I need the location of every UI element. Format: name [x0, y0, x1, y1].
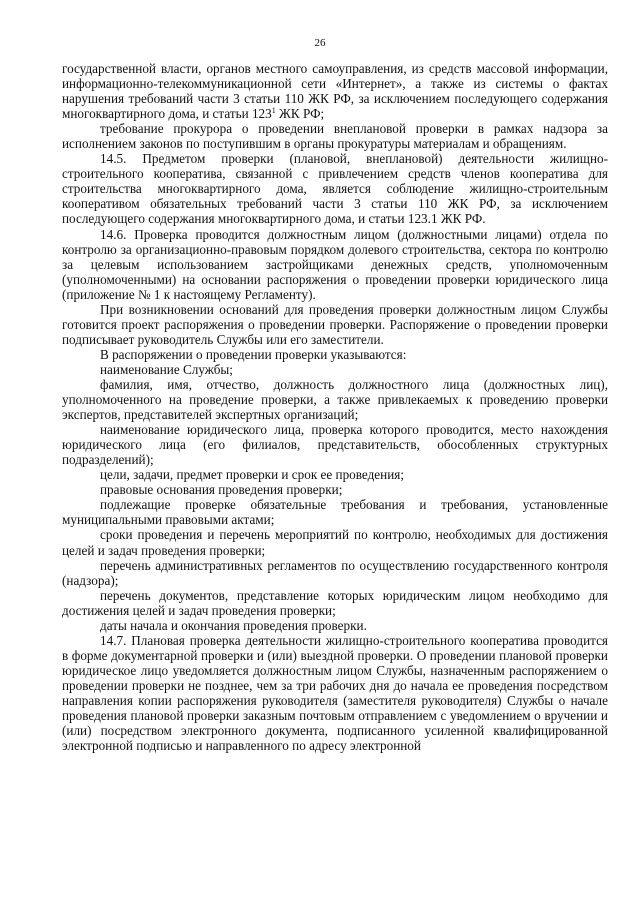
list-item: даты начала и окончания проведения проверки.	[100, 617, 367, 633]
paragraph-tail: ЖК РФ;	[275, 106, 325, 122]
list-item: цели, задачи, предмет проверки и срок ее проведения;	[100, 467, 405, 483]
paragraph: В распоряжении о проведении проверки указываются:	[100, 346, 407, 362]
paragraph-14-5: 14.5. Предметом проверки (плановой, внеплановой) деятельности жилищно-строительного кооператива, связанной с привлечением средств членов кооператива для строительства многоквартирного дома, является соблюдение жилищно-строительным кооперативом обязательных требований части 3 статьи 110 ЖК РФ, за исключением последующего содержания многоквартирного дома, и статьи 123.1 ЖК РФ.	[62, 151, 608, 227]
paragraph: требование прокурора о проведении внеплановой проверки в рамках надзора за исполнением законов по поступившим в органы прокуратуры материалам и обращениям.	[62, 121, 608, 152]
list-item: наименование юридического лица, проверка которого проводится, место нахождения юридического лица (его филиалов, представительств, обособленных структурных подразделений);	[62, 422, 608, 468]
page-number: 26	[314, 37, 326, 49]
paragraph-continuation	[62, 61, 608, 121]
list-item: сроки проведения и перечень мероприятий по контролю, необходимых для достижения целей и задач проведения проверки;	[62, 527, 608, 558]
paragraph-14-6: 14.6. Проверка проводится должностным лицом (должностными лицами) отдела по контролю за организационно-правовым порядком долевого строительства, сектора по контролю за целевым использованием застройщиками денежных средств, уполномоченным (уполномоченными) на основании распоряжения о проведении проверки юридического лица (приложение № 1 к настоящему Регламенту).	[62, 226, 608, 302]
superscript-marker: 1	[271, 106, 276, 116]
list-item: правовые основания проведения проверки;	[100, 482, 343, 498]
list-item: перечень административных регламентов по осуществлению государственного контроля (надзора);	[62, 557, 608, 588]
list-item: подлежащие проверке обязательные требования и требования, установленные муниципальными правовыми актами;	[62, 497, 608, 528]
document-body	[62, 61, 608, 753]
list-item: перечень документов, представление которых юридическим лицом необходимо для достижения целей и задач проведения проверки;	[62, 587, 608, 618]
paragraph: При возникновении оснований для проведения проверки должностным лицом Службы готовится проект распоряжения о проведении проверки. Распоряжение о проведении проверки подписывает руководитель Службы или его заместители.	[62, 301, 608, 347]
list-item: наименование Службы;	[100, 361, 233, 377]
paragraph-text: государственной власти, органов местного самоуправления, из средств массовой информации, информационно-телекоммуникационной сети «Интернет», а также из системы о фактах нарушения требований части 3 статьи 110 ЖК РФ, за исключением последующего содержания многоквартирного дома, и статьи 123	[62, 61, 608, 122]
paragraph-14-7: 14.7. Плановая проверка деятельности жилищно-строительного кооператива проводится в форме документарной проверки и (или) выездной проверки. О проведении плановой проверки юридическое лицо уведомляется должностным лицом Службы, назначенным распоряжением о проведении проверки не позднее, чем за три рабочих дня до начала ее проведения посредством направления копии распоряжения руководителя (заместителя руководителя) Службы о начале проведения плановой проверки заказным почтовым отправлением с уведомлением о вручении и (или) посредством электронного документа, подписанного усиленной квалифицированной электронной подписью и направленного по адресу электронной	[62, 632, 608, 754]
list-item: фамилия, имя, отчество, должность должностного лица (должностных лиц), уполномоченного на проведение проверки, а также привлекаемых к проведению проверки экспертов, представителей экспертных организаций;	[62, 376, 608, 423]
